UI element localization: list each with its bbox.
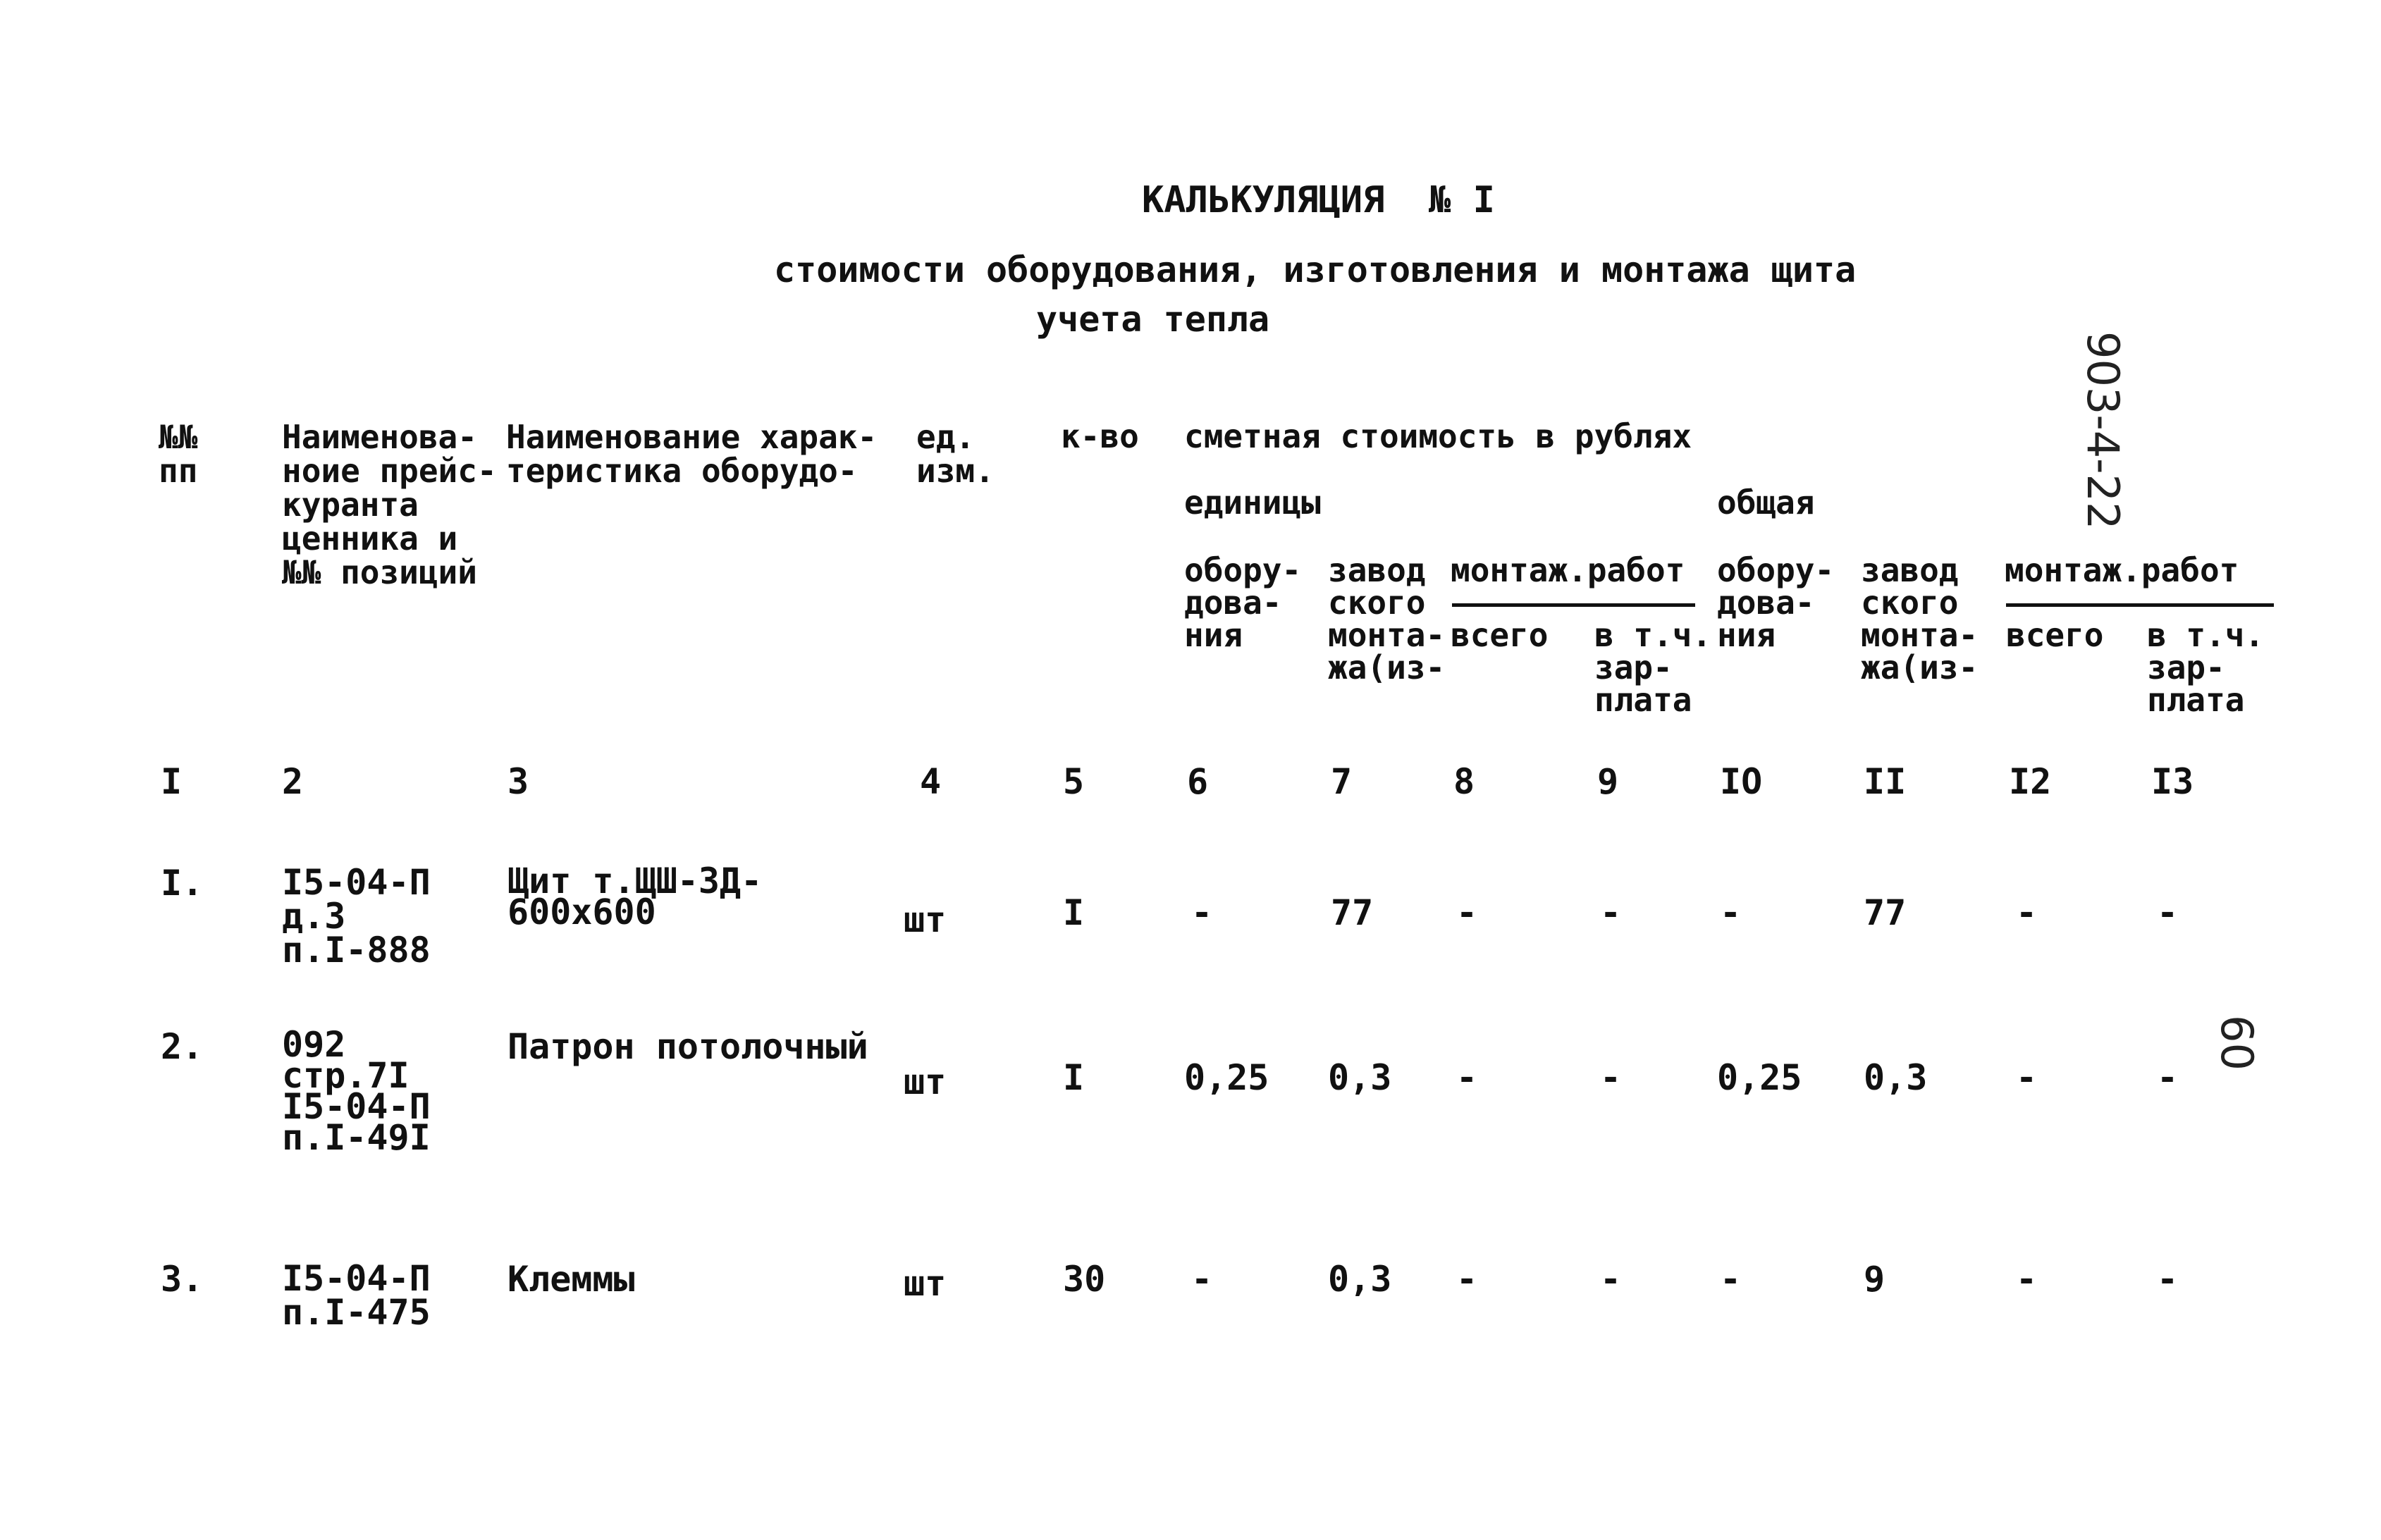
margin-project-code: 903-4-22 — [2077, 331, 2129, 530]
row-total-equipment: - — [1720, 892, 1742, 933]
row-price-reference: 092 стр.7I I5-04-П п.I-49I — [282, 1024, 431, 1158]
col-number-13: I3 — [2151, 761, 2194, 802]
col-number-10: IO — [1720, 761, 1763, 802]
row-quantity: I — [1063, 892, 1085, 933]
row-quantity: I — [1063, 1057, 1085, 1098]
row-unit-equipment: - — [1191, 892, 1213, 933]
header-total-equipment: обору- дова- ния — [1717, 551, 1835, 654]
header-unit-mount-salary: в т.ч. зар- плата — [1594, 616, 1712, 719]
document-subtitle: стоимости оборудования, изготовления и монтажа щита — [774, 250, 1857, 290]
header-col-number: №№ пп — [159, 418, 198, 490]
col-number-7: 7 — [1331, 761, 1353, 802]
row-unit-mount-total: - — [1456, 892, 1478, 933]
col-number-2: 2 — [282, 761, 304, 802]
document-subtitle-line2: учета тепла — [1036, 299, 1270, 340]
row-number: 2. — [161, 1026, 204, 1067]
header-total-mount-work: монтаж.работ — [2005, 551, 2239, 589]
row-number: I. — [161, 863, 204, 904]
header-unit-mount-total: всего — [1451, 616, 1549, 654]
row-total-mount-total: - — [2016, 892, 2038, 933]
header-col-quantity: к-во — [1061, 417, 1139, 455]
row-price-reference: I5-04-П д.3 п.I-888 — [282, 862, 431, 971]
col-number-4: 4 — [920, 761, 942, 802]
header-unit-cost: единицы — [1184, 483, 1321, 522]
col-number-12: I2 — [2009, 761, 2052, 802]
header-unit-factory-assembly: завод ского монта- жа(из- — [1328, 551, 1446, 686]
row-unit-factory: 0,3 — [1328, 1259, 1392, 1300]
row-unit-equipment: - — [1191, 1259, 1213, 1300]
row-unit-mount-salary: - — [1600, 1057, 1622, 1098]
header-total-mount-salary: в т.ч. зар- плата — [2147, 616, 2265, 719]
header-total-factory-assembly: завод ского монта- жа(из- — [1861, 551, 1979, 686]
row-unit: шт — [904, 899, 947, 940]
row-unit-equipment: 0,25 — [1184, 1057, 1269, 1098]
document-title: КАЛЬКУЛЯЦИЯ № I — [1142, 179, 1495, 221]
header-total-mount-rule — [2006, 603, 2274, 607]
row-unit-factory: 77 — [1331, 892, 1374, 933]
header-total-mount-total: всего — [2006, 616, 2104, 654]
row-unit-mount-salary: - — [1600, 892, 1622, 933]
col-number-5: 5 — [1063, 761, 1085, 802]
row-unit-factory: 0,3 — [1328, 1057, 1392, 1098]
row-total-factory: 77 — [1864, 892, 1907, 933]
row-total-equipment: 0,25 — [1717, 1057, 1802, 1098]
col-number-8: 8 — [1453, 761, 1475, 802]
col-number-3: 3 — [507, 761, 529, 802]
margin-page-number: 60 — [2211, 1015, 2263, 1071]
row-total-mount-total: - — [2016, 1259, 2038, 1300]
row-equipment-name: Щит т.ЩШ-3Д- 600x600 — [507, 861, 763, 932]
row-total-mount-salary: - — [2157, 1057, 2179, 1098]
header-col-price-reference: Наименова- ноие прейс- куранта ценника и №№ позиций — [282, 418, 497, 591]
row-total-mount-total: - — [2016, 1057, 2038, 1098]
col-number-1: I — [161, 761, 183, 802]
row-equipment-name: Патрон потолочный — [507, 1026, 868, 1067]
col-number-6: 6 — [1187, 761, 1209, 802]
row-equipment-name: Клеммы — [507, 1259, 635, 1300]
header-unit-mount-work: монтаж.работ — [1451, 551, 1685, 589]
row-unit: шт — [904, 1061, 947, 1102]
row-total-factory: 9 — [1864, 1259, 1885, 1300]
row-unit-mount-total: - — [1456, 1259, 1478, 1300]
row-unit-mount-salary: - — [1600, 1259, 1622, 1300]
row-total-mount-salary: - — [2157, 892, 2179, 933]
row-number: 3. — [161, 1259, 204, 1300]
col-number-11: II — [1864, 761, 1907, 802]
header-col-equipment-name: Наименование харак- теристика оборудо- — [506, 418, 878, 490]
header-unit-mount-rule — [1452, 603, 1695, 607]
row-quantity: 30 — [1063, 1259, 1106, 1300]
row-total-equipment: - — [1720, 1259, 1742, 1300]
header-unit-equipment: обору- дова- ния — [1184, 551, 1302, 654]
col-number-9: 9 — [1597, 761, 1619, 802]
row-unit: шт — [904, 1263, 947, 1304]
header-col-unit: ед. изм. — [916, 418, 995, 490]
row-total-factory: 0,3 — [1864, 1057, 1928, 1098]
row-unit-mount-total: - — [1456, 1057, 1478, 1098]
row-price-reference: I5-04-П п.I-475 — [282, 1258, 431, 1333]
row-total-mount-salary: - — [2157, 1259, 2179, 1300]
header-total-cost: общая — [1717, 483, 1815, 522]
header-estimated-cost: сметная стоимость в рублях — [1184, 417, 1692, 455]
